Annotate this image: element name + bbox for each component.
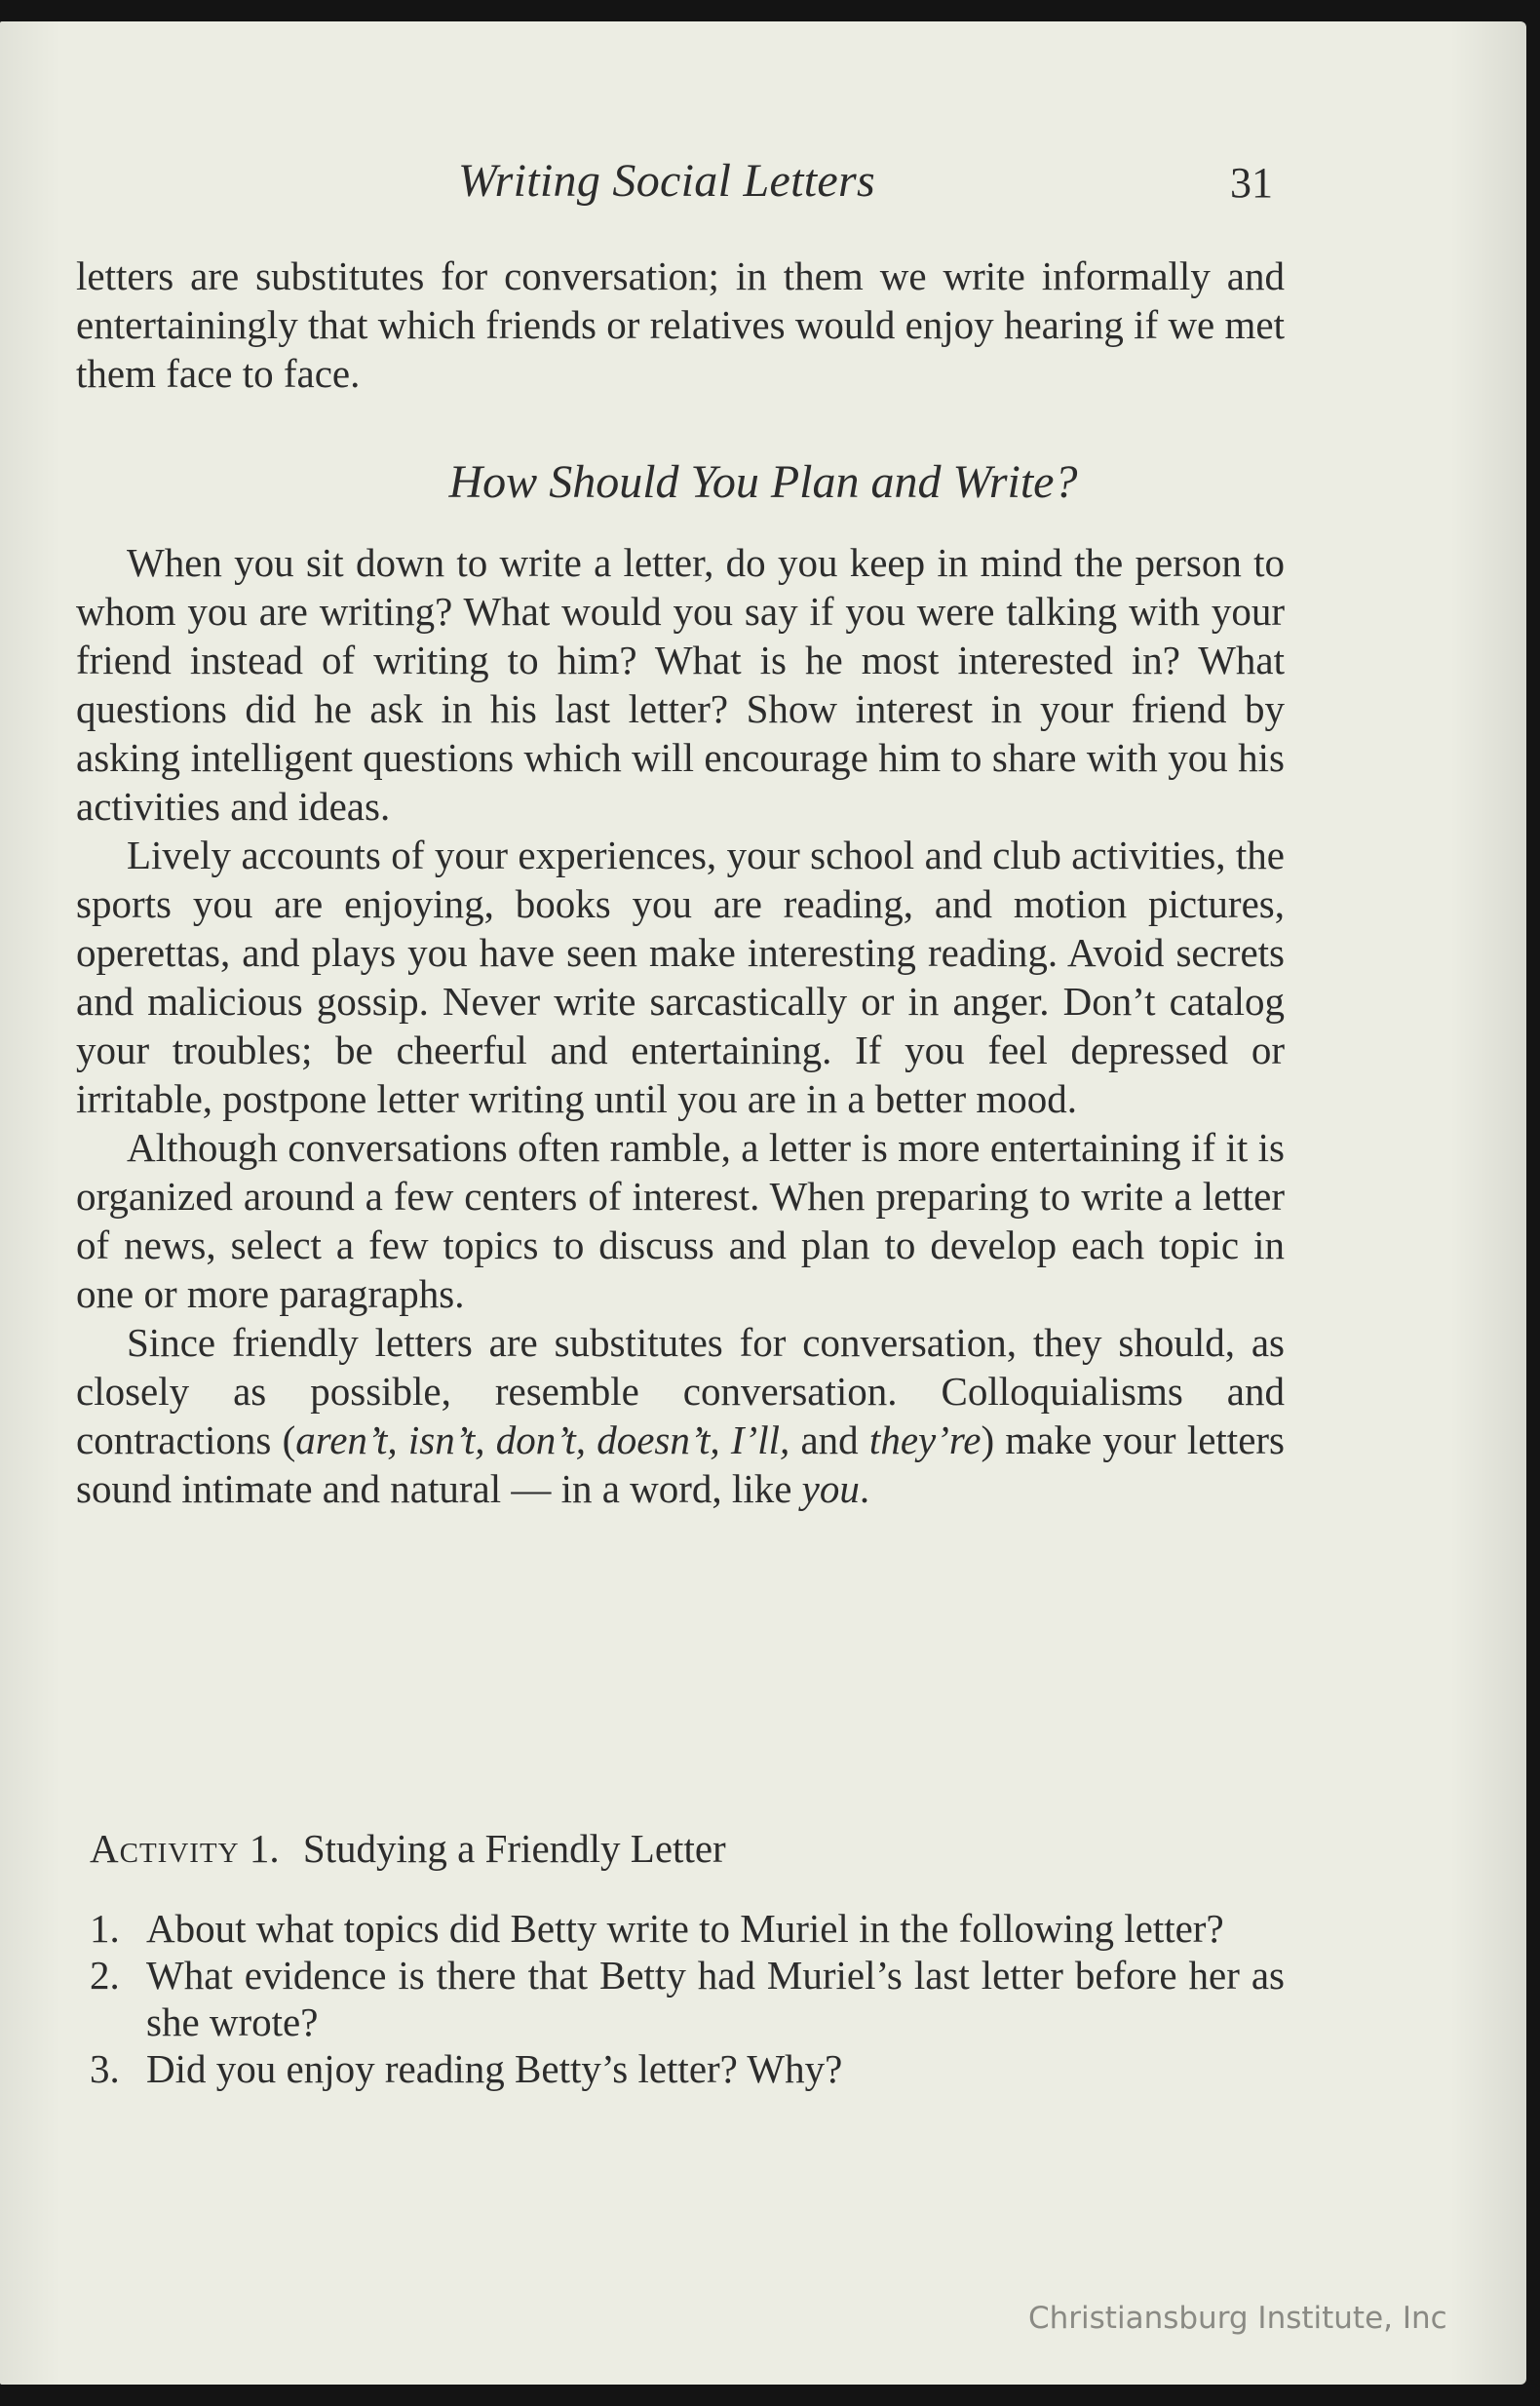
question-text: What evidence is there that Betty had Muriel’s last letter before her as she wrote? xyxy=(146,1953,1285,2044)
question-number: 2. xyxy=(90,1953,120,1998)
continuation-paragraph xyxy=(76,252,1285,398)
question-text: Did you enjoy reading Betty’s letter? Why? xyxy=(146,2046,843,2091)
activity-label: Activity xyxy=(90,1826,240,1871)
colloquial-and: and xyxy=(789,1417,869,1462)
running-title: Writing Social Letters xyxy=(458,155,875,207)
section-heading: How Should You Plan and Write? xyxy=(448,456,1078,508)
emphasis-you: you xyxy=(801,1466,860,1511)
question-text: About what topics did Betty write to Muriel in the following letter? xyxy=(146,1906,1224,1951)
body-paragraphs xyxy=(76,538,1285,1513)
paragraph-colloquial xyxy=(76,1318,1285,1513)
watermark-text: Christiansburg Institute, Inc xyxy=(1028,2301,1447,2336)
list-item xyxy=(90,1905,1285,1952)
paragraph-topics: Lively accounts of your experiences, your school and club activities, the sports you are enjoying, books you are reading, and motion pictures, operettas, and plays you have seen make interesting reading. Avoid secrets and malicious gossip. Never write sarcastically or in anger. Don’t catalog your troubles; be cheerful and entertaining. If you feel depressed or irritable, postpone letter writing until you are in a better mood. xyxy=(76,833,1285,1121)
question-number: 1. xyxy=(90,1906,120,1951)
activity-heading xyxy=(90,1825,726,1872)
colloquial-text-1: Since friendly letters are substitutes for conversation, they should, as closely as possible, resemble conversation. Colloquialisms and contractions ( xyxy=(76,1320,1285,1462)
list-item xyxy=(90,1952,1285,2045)
activity-number: 1. xyxy=(249,1826,280,1871)
question-list xyxy=(90,1905,1285,2092)
page-header xyxy=(0,154,1526,213)
book-page xyxy=(0,21,1526,2385)
paragraph-organize: Although conversations often ramble, a letter is more entertaining if it is organized around a few centers of interest. When preparing to write a letter of news, select a few topics to discuss and plan to develop each topic in one or more paragraphs. xyxy=(76,1125,1285,1316)
contraction-example-last: they’re xyxy=(868,1417,982,1462)
activity-title: Studying a Friendly Letter xyxy=(302,1826,726,1871)
question-number: 3. xyxy=(90,2046,120,2091)
colloquial-end: . xyxy=(859,1466,870,1511)
colloquial-text-2: ) make your letters sound intimate and natural — in a word, like xyxy=(76,1417,1285,1511)
continuation-text: letters are substitutes for conversation; in them we write informally and entertainingly that which friends or relatives would enjoy hearing if we met them face to face. xyxy=(76,253,1285,396)
contraction-examples: aren’t, isn’t, don’t, doesn’t, I’ll, xyxy=(295,1417,790,1462)
paragraph-plan: When you sit down to write a letter, do you keep in mind the person to whom you are writing? What would you say if you were talking with your friend instead of writing to him? What is he most interested in? What questions did he ask in his last letter? Show interest in your friend by asking intelligent questions which will encourage him to share with you his activities and ideas. xyxy=(76,540,1285,829)
list-item xyxy=(90,2045,1285,2092)
page-number: 31 xyxy=(1230,159,1273,207)
